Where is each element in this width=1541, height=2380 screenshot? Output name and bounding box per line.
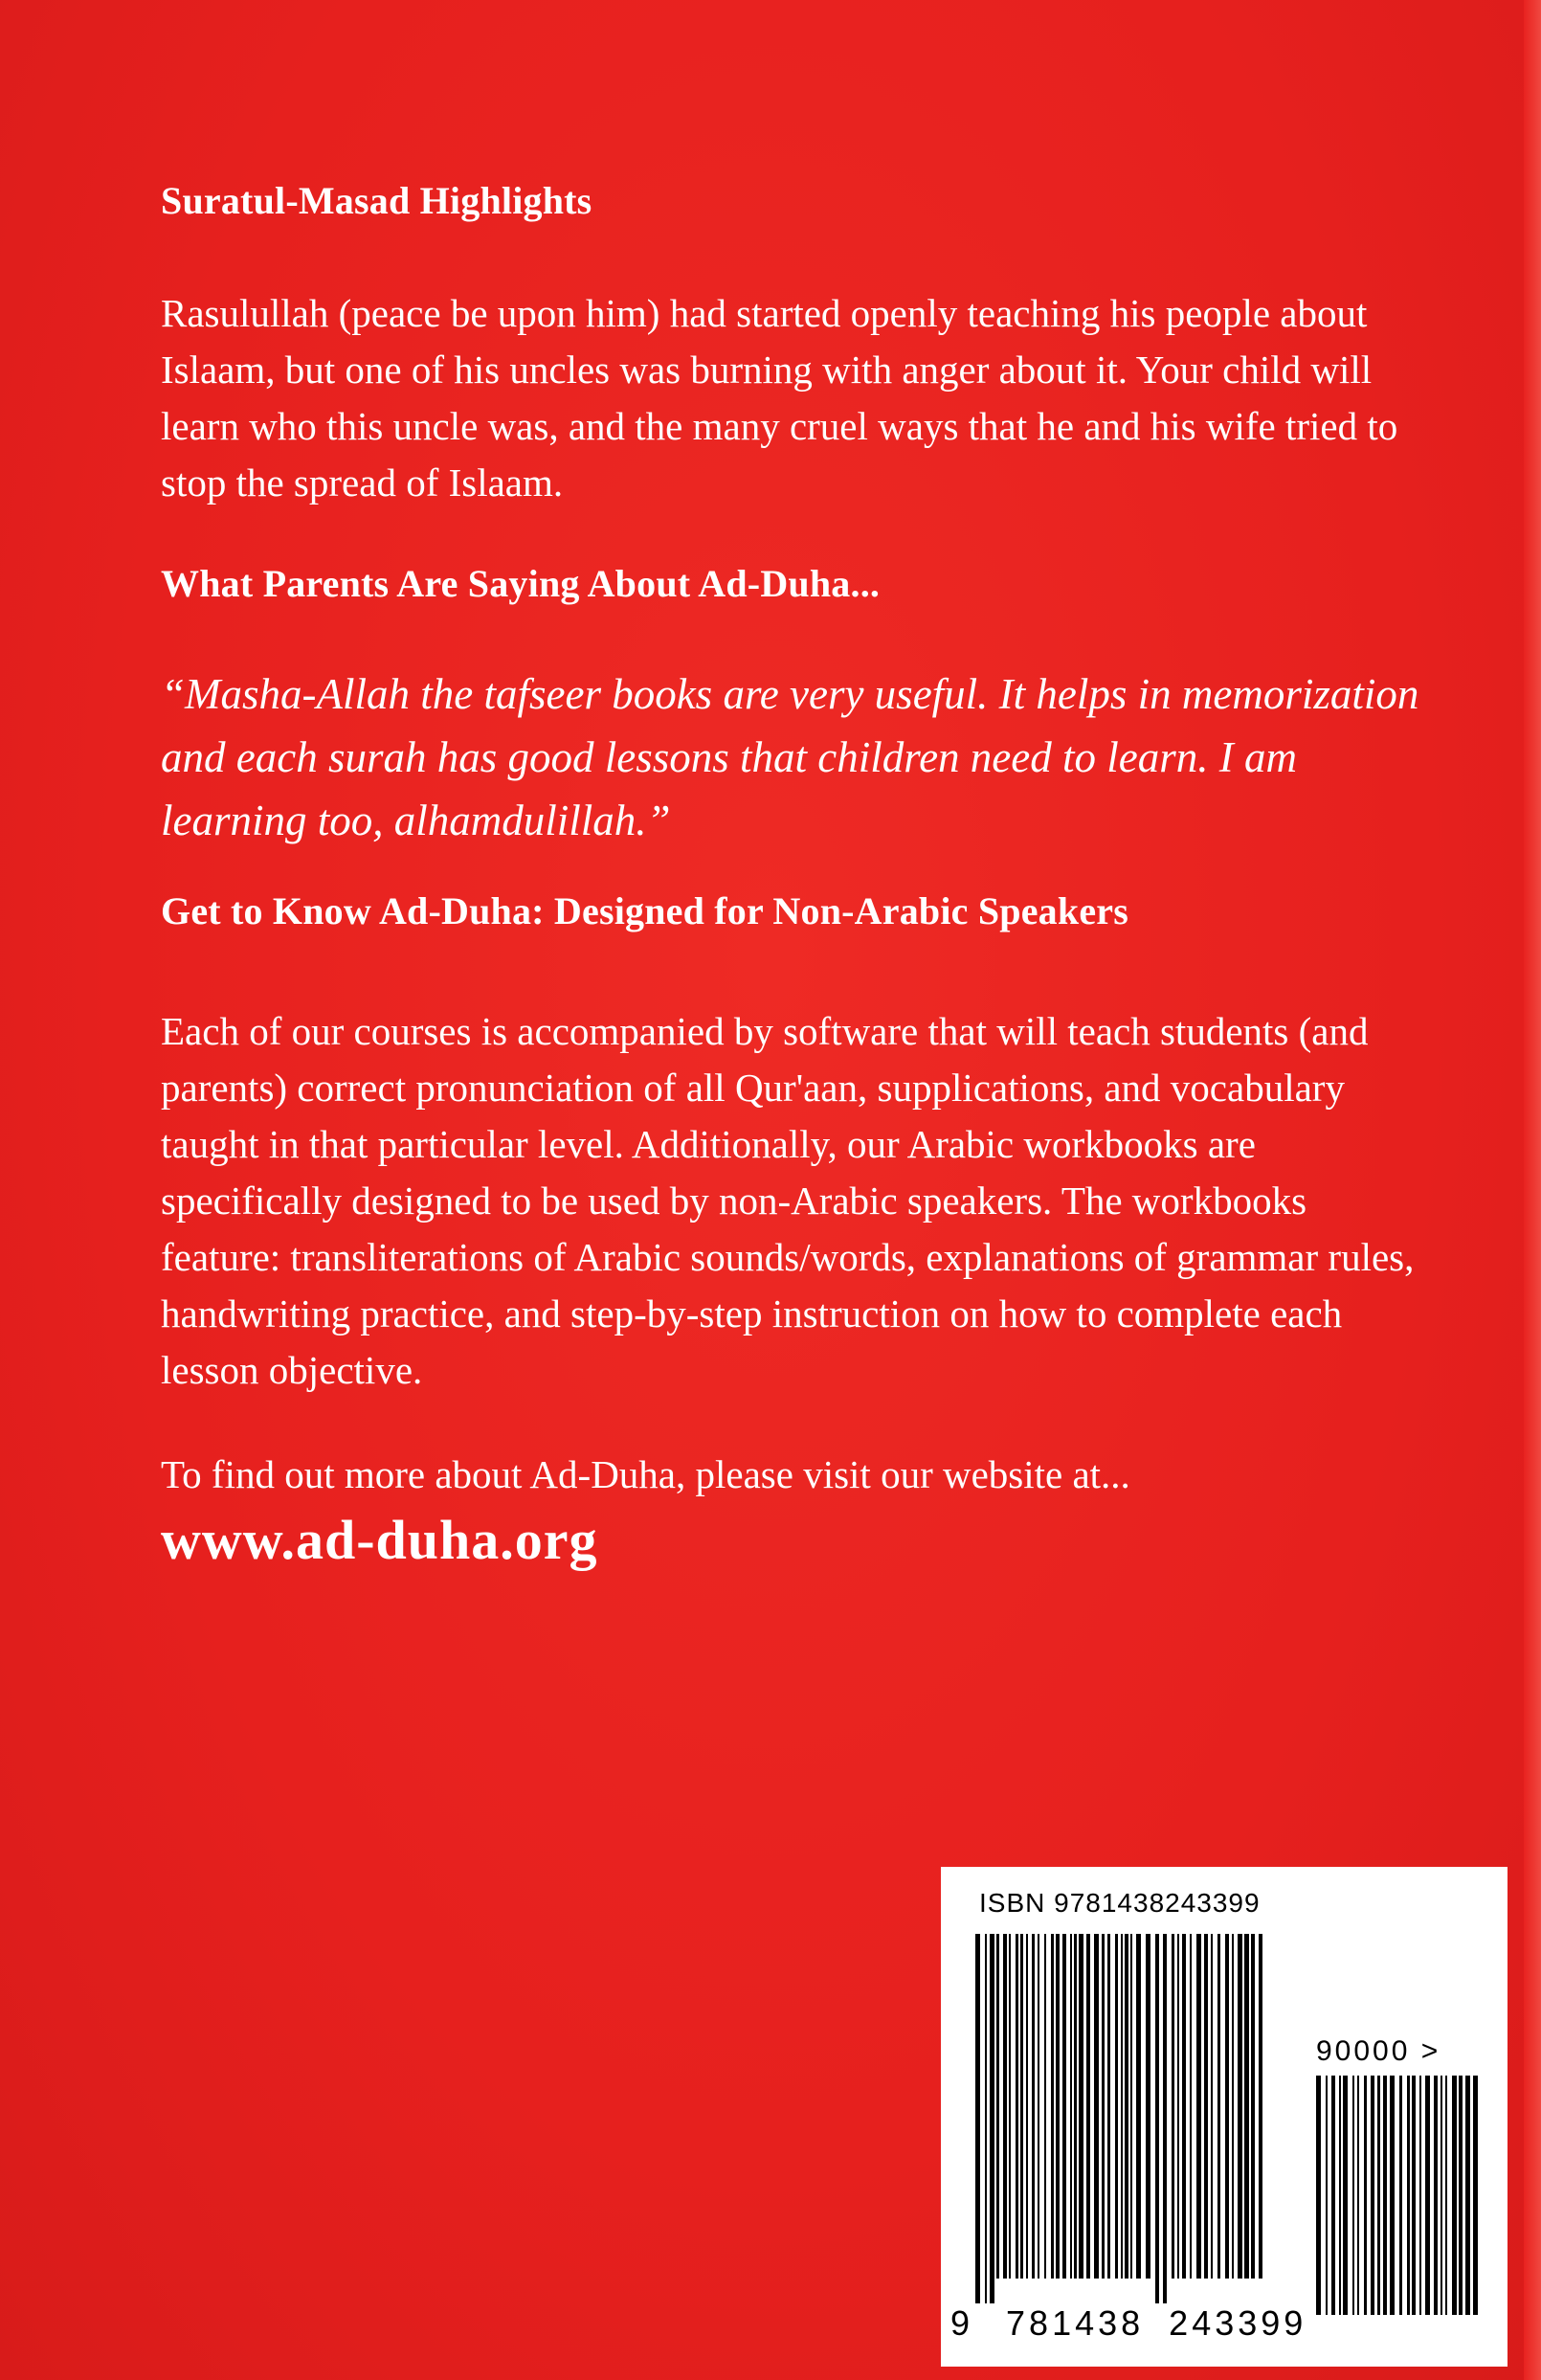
isbn-label: ISBN 9781438243399 [979, 1888, 1261, 1918]
barcode-bar [1259, 1934, 1262, 2279]
website-url: www.ad-duha.org [161, 1509, 598, 1571]
barcode-bar [1032, 1934, 1035, 2279]
barcode-bar [1146, 1934, 1150, 2279]
barcode-bar [1182, 1934, 1186, 2279]
barcode-bar [1371, 2076, 1374, 2315]
barcode-bar [1074, 1934, 1077, 2279]
barcode-bar [1044, 1934, 1046, 2279]
visit-text: To find out more about Ad-Duha, please visit our website at... [161, 1452, 1130, 1496]
barcode-bar [1211, 1934, 1213, 2279]
barcode-bar [1217, 1934, 1220, 2279]
barcode-bar [1225, 1934, 1229, 2279]
barcode-bar [1251, 1934, 1255, 2279]
barcode-bar [1364, 2076, 1367, 2315]
price-addon-label: 90000 > [1316, 2035, 1441, 2067]
barcode-bar [1020, 1934, 1023, 2279]
back-cover-content [161, 170, 1434, 1574]
barcode-bar [1026, 1934, 1028, 2279]
barcode-bar [1339, 2076, 1341, 2315]
highlights-heading: Suratul-Masad Highlights [161, 179, 592, 222]
barcode-bar [1452, 2076, 1457, 2315]
barcode-bar [1016, 1934, 1018, 2279]
barcode-bar [985, 1934, 987, 2307]
barcode-bar [1473, 2076, 1478, 2315]
barcode-bar [1086, 1934, 1090, 2279]
testimonials-heading: What Parents Are Saying About Ad-Duha... [161, 562, 881, 605]
barcode-bar [1102, 1934, 1105, 2279]
isbn-digits [949, 2303, 1308, 2344]
barcode-bar [1352, 2076, 1354, 2315]
barcode-bar [1155, 1934, 1159, 2307]
barcode-bar [996, 1934, 999, 2279]
barcode-bar [1440, 2076, 1442, 2315]
barcode-bar [1434, 2076, 1438, 2315]
highlights-paragraph: Rasulullah (peace be upon him) had started openly teaching his people about Islaam, but one of his uncles was burning with anger about it. Your child will learn who this uncle was, and the many cruel ways that he and his wife tried to stop the spread of Islaam. [161, 291, 1398, 505]
barcode-bar [1190, 1934, 1192, 2279]
barcode-bar [1079, 1934, 1083, 2279]
isbn-digit-first: 9 [950, 2303, 974, 2343]
barcode-bar [1316, 2076, 1321, 2315]
barcode-bar [1425, 2076, 1430, 2315]
barcode-bar [1465, 2076, 1470, 2315]
barcode-bar [1399, 2076, 1402, 2315]
barcode-bar [990, 1934, 994, 2307]
barcode-bar [1445, 2076, 1447, 2315]
barcode-bar [1107, 1934, 1110, 2279]
barcode-bar [1326, 2076, 1328, 2315]
barcode-bar [1204, 1934, 1208, 2279]
barcode-bar [1238, 1934, 1242, 2279]
barcode-bar [1121, 1934, 1123, 2279]
barcode-bar [1163, 1934, 1167, 2307]
barcode-bar [1377, 2076, 1380, 2315]
cover-edge [1524, 0, 1541, 2380]
barcode-bar [1343, 2076, 1348, 2315]
isbn-barcode [941, 1867, 1508, 2367]
barcode-bar [1003, 1934, 1007, 2279]
barcode-bar [1412, 2076, 1416, 2315]
barcode-bar [1136, 1934, 1141, 2279]
barcode-bar [1056, 1934, 1060, 2279]
barcode-bar [1232, 1934, 1234, 2279]
barcode-bar [1070, 1934, 1072, 2279]
isbn-digits-group2: 243399 [1169, 2303, 1307, 2343]
barcode-bar [1038, 1934, 1039, 2279]
barcode-bar [1459, 2076, 1463, 2315]
about-heading: Get to Know Ad-Duha: Designed for Non-Arabic Speakers [161, 889, 1128, 932]
barcode-bar [1009, 1934, 1011, 2279]
ean-barcode-bars [975, 1934, 1267, 2307]
barcode-bar [1407, 2076, 1410, 2315]
barcode-bar [975, 1934, 980, 2307]
barcode-bar [1383, 2076, 1387, 2315]
isbn-digits-group1: 781438 [1006, 2303, 1145, 2343]
barcode-bar [1051, 1934, 1054, 2279]
barcode-bar [1094, 1934, 1099, 2279]
parent-testimonial: “Masha-Allah the tafseer books are very useful. It helps in memorization and each surah has good lessons that children need to learn. I am learning too, alhamdulillah.” [161, 670, 1419, 844]
addon-barcode-bars [1316, 2076, 1479, 2344]
barcode-bar [1115, 1934, 1118, 2279]
barcode-bar [1390, 2076, 1395, 2315]
barcode-bar [1419, 2076, 1421, 2315]
barcode-bar [1062, 1934, 1066, 2279]
barcode-bar [1125, 1934, 1128, 2279]
barcode-bar [1130, 1934, 1132, 2279]
barcode-bar [1177, 1934, 1179, 2279]
about-paragraph: Each of our courses is accompanied by software that will teach students (and parents) correct pronunciation of all Qur'aan, supplications, and vocabulary taught in that particular level. Additionally, our Arabic workbooks are specifically designed to be used by non-Arabic speakers. The workbooks feature: transliterations of Arabic sounds/words, explanations of grammar rules, handwriting practice, and step-by-step instruction on how to complete each lesson objective. [161, 1009, 1415, 1392]
barcode-bar [1172, 1934, 1174, 2279]
barcode-bar [1196, 1934, 1201, 2279]
barcode-bar [1331, 2076, 1335, 2315]
barcode-bar [1244, 1934, 1249, 2279]
barcode-bar [1357, 2076, 1359, 2315]
